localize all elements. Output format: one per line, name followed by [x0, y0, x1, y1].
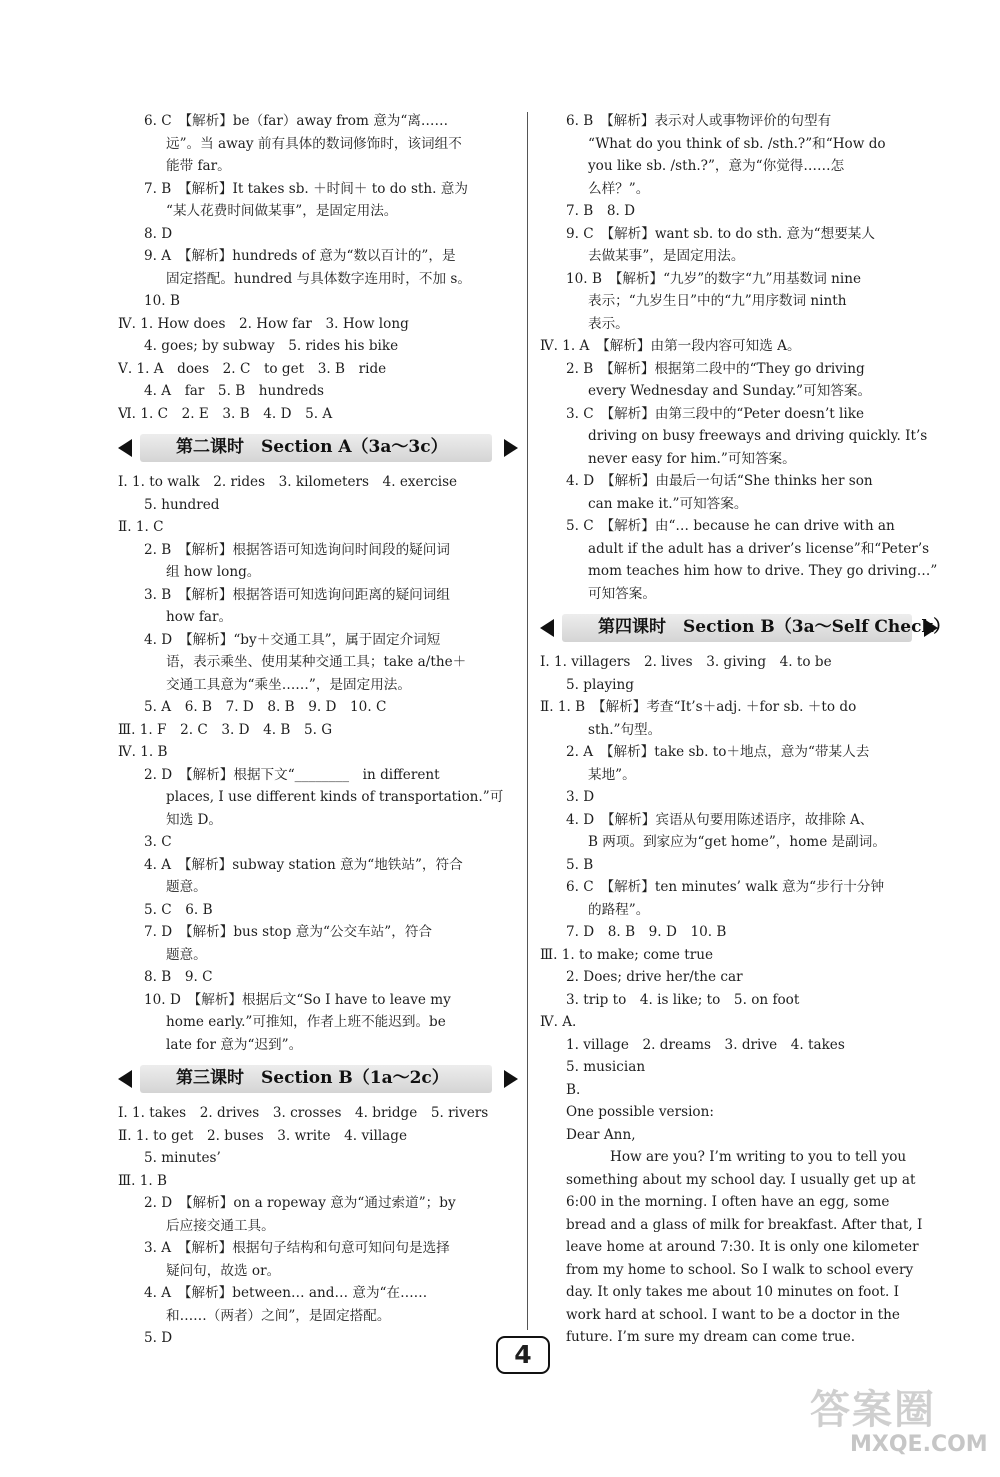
watermark-url: MXQE.COM: [850, 1432, 988, 1457]
answer-line: 5. C 6. B: [144, 901, 213, 918]
answer-line: Ⅳ. 1. A 【解析】由第一段内容可知选 A。: [540, 338, 801, 354]
answer-line: 组 how long。: [166, 564, 261, 580]
answer-line: 4. A 【解析】subway station 意为“地铁站”，符合: [144, 856, 463, 873]
triangle-left-icon: [118, 1070, 132, 1088]
answer-line: 语，表示乘坐、使用某种交通工具；take a/the＋: [166, 654, 467, 670]
answer-line: 5. minutes’: [144, 1150, 221, 1166]
answer-line: home early.”可推知，作者上班不能迟到。be: [166, 1014, 446, 1030]
answer-line: 5. A 6. B 7. D 8. B 9. D 10. C: [144, 699, 387, 715]
answer-line: 2. Does; drive her/the car: [566, 969, 743, 985]
section-title: 第三课时 Section B（1a～2c）: [176, 1068, 449, 1088]
section-banner: [118, 431, 518, 465]
answer-line: mom teaches him how to drive. They go driving…”: [588, 563, 938, 579]
column-divider: [527, 112, 528, 1330]
answer-line: 4. A far 5. B hundreds: [144, 383, 324, 399]
answer-line: 能带 far。: [166, 158, 231, 174]
answer-line: Ⅲ. 1. to make; come true: [540, 946, 714, 963]
answer-line: 疑问句，故选 or。: [166, 1262, 281, 1279]
answer-line: 5. B: [566, 856, 594, 873]
answer-line: never easy for him.”可知答案。: [588, 450, 796, 467]
answer-line: 么样？”。: [588, 180, 650, 197]
answer-line: 4. A 【解析】between… and… 意为“在……: [144, 1285, 428, 1301]
answer-line: 5. C 【解析】由“… because he can drive with an: [566, 518, 895, 534]
answer-line: 6:00 in the morning. I often have an egg, some: [566, 1194, 890, 1210]
answer-line: every Wednesday and Sunday.”可知答案。: [588, 383, 872, 399]
answer-line: 固定搭配。hundred 与具体数字连用时，不加 s。: [166, 270, 471, 287]
answer-line: day. It only takes me about 10 minutes on foot. I: [566, 1284, 899, 1300]
answer-line: 7. D 【解析】bus stop 意为“公交车站”，符合: [144, 924, 433, 940]
section-title: 第四课时 Section B（3a～Self Check）: [598, 617, 951, 637]
triangle-left-icon: [118, 439, 132, 457]
answer-line: Ⅱ. 1. to get 2. buses 3. write 4. village: [118, 1127, 408, 1144]
right-column: [540, 110, 951, 1349]
answer-line: 10. B: [144, 293, 180, 309]
answer-line: 4. D 【解析】由最后一句话“She thinks her son: [566, 473, 873, 489]
answer-line: 3. C 【解析】由第三段中的“Peter doesn’t like: [566, 405, 865, 422]
answer-line: 3. C: [144, 834, 172, 850]
answer-line: 2. D 【解析】根据下文“________ in different: [144, 766, 440, 783]
section-banner: [540, 611, 951, 645]
answer-line: “某人花费时间做某事”，是固定用法。: [166, 203, 398, 219]
answer-line: you like sb. /sth.?”，意为“你觉得……怎: [588, 158, 845, 174]
answer-line: B.: [566, 1081, 581, 1098]
answer-line: B 两项。到家应为“get home”，home 是副词。: [588, 834, 886, 850]
answer-line: adult if the adult has a driver’s license”和“Peter’s: [588, 540, 930, 557]
answer-line: 5. playing: [566, 676, 634, 693]
answer-line: 10. D 【解析】根据后文“So I have to leave my: [144, 991, 451, 1008]
answer-line: 3. D: [566, 789, 595, 805]
answer-line: Ⅲ. 1. B: [118, 1172, 168, 1189]
answer-line: how far。: [166, 609, 233, 625]
answer-line: 6. C 【解析】ten minutes’ walk 意为“步行十分钟: [566, 879, 885, 895]
answer-line: Ⅲ. 1. F 2. C 3. D 4. B 5. G: [118, 721, 333, 738]
answer-line: places, I use different kinds of transportation.”可: [166, 789, 504, 805]
answer-line: 1. village 2. dreams 3. drive 4. takes: [566, 1036, 845, 1053]
answer-line: 5. D: [144, 1330, 173, 1346]
answer-line: 10. B 【解析】“九岁”的数字“九”用基数词 nine: [566, 270, 862, 287]
answer-line: 3. B 【解析】根据答语可知选询问距离的疑问词组: [144, 586, 450, 603]
answer-line: 3. trip to 4. is like; to 5. on foot: [566, 991, 800, 1008]
answer-line: 远”。当 away 前有具体的数词修饰时，该词组不: [166, 135, 462, 152]
answer-line: 6. C 【解析】be（far）away from 意为“离……: [144, 113, 449, 129]
answer-line: Ⅰ. 1. villagers 2. lives 3. giving 4. to be: [540, 654, 832, 670]
answer-line: leave home at around 7:30. It is only one kilometer: [566, 1239, 919, 1255]
answer-line: 可知答案。: [588, 585, 656, 602]
answer-line: 的路程”。: [588, 901, 650, 918]
answer-line: bread and a glass of milk for breakfast. After that, I: [566, 1216, 923, 1233]
answer-line: 9. A 【解析】hundreds of 意为“数以百计的”，是: [144, 248, 456, 264]
answer-line: Ⅰ. 1. takes 2. drives 3. crosses 4. bridge 5. rivers: [118, 1105, 489, 1121]
page-number: 4: [496, 1336, 550, 1374]
answer-line: One possible version:: [566, 1104, 714, 1120]
answer-line: 8. D: [144, 225, 173, 242]
answer-line: 2. B 【解析】根据答语可知选询问时间段的疑问词: [144, 541, 450, 558]
answer-line: work hard at school. I want to be a doctor in the: [566, 1306, 900, 1323]
answer-line: Ⅳ. 1. How does 2. How far 3. How long: [118, 315, 409, 332]
answer-line: 去做某事”，是固定用法。: [588, 248, 745, 264]
answer-line: Ⅳ. 1. B: [118, 744, 168, 760]
answer-line: can make it.”可知答案。: [588, 495, 748, 512]
answer-line: Ⅱ. 1. B 【解析】考查“It’s＋adj. ＋for sb. ＋to do: [540, 699, 857, 715]
left-column: [118, 110, 518, 1350]
answer-line: Dear Ann,: [566, 1126, 636, 1143]
answer-line: 2. A 【解析】take sb. to＋地点，意为“带某人去: [566, 744, 870, 760]
section-title: 第二课时 Section A（3a～3c）: [176, 437, 448, 457]
answer-line: How are you? I’m writing to you to tell you: [610, 1149, 907, 1165]
answer-line: sth.”句型。: [588, 721, 662, 738]
answer-line: 4. goes; by subway 5. rides his bike: [144, 338, 399, 354]
answer-line: 4. D 【解析】“by＋交通工具”，属于固定介词短: [144, 631, 441, 648]
answer-line: future. I’m sure my dream can come true.: [566, 1329, 856, 1345]
answer-line: 交通工具意为“乘坐……”，是固定用法。: [166, 676, 411, 693]
triangle-left-icon: [540, 619, 554, 637]
watermark-logo: 答案圈: [810, 1387, 936, 1433]
answer-line: 知选 D。: [166, 811, 223, 828]
answer-line: 2. B 【解析】根据第二段中的“They go driving: [566, 360, 865, 377]
answer-line: 8. B 9. C: [144, 969, 213, 985]
answer-line: 6. B 【解析】表示对人或事物评价的句型有: [566, 113, 832, 129]
answer-line: 7. B 【解析】It takes sb. ＋时间＋ to do sth. 意为: [144, 180, 468, 197]
answer-line: 7. D 8. B 9. D 10. B: [566, 924, 727, 940]
answer-line: late for 意为“迟到”。: [166, 1036, 303, 1053]
answer-line: 后应接交通工具。: [166, 1217, 275, 1234]
answer-line: 题意。: [166, 879, 207, 895]
answer-line: 某地”。: [588, 766, 636, 783]
answer-line: driving on busy freeways and driving quickly. It’s: [588, 428, 928, 444]
answer-line: 5. hundred: [144, 496, 220, 513]
triangle-right-icon: [504, 439, 518, 457]
answer-line: Ⅱ. 1. C: [118, 519, 164, 535]
answer-line: 表示。: [588, 315, 629, 332]
answer-line: “What do you think of sb. /sth.?”和“How do: [588, 135, 886, 152]
section-banner: [118, 1062, 518, 1096]
answer-line: 5. musician: [566, 1059, 646, 1075]
answer-line: Ⅴ. 1. A does 2. C to get 3. B ride: [118, 360, 387, 377]
answer-line: from my home to school. So I walk to school every: [566, 1261, 914, 1278]
answer-line: 4. D 【解析】宾语从句要用陈述语序，故排除 A、: [566, 811, 874, 828]
answer-line: 和……（两者）之间”，是固定搭配。: [166, 1307, 391, 1324]
answer-line: 9. C 【解析】want sb. to do sth. 意为“想要某人: [566, 225, 875, 242]
triangle-right-icon: [504, 1070, 518, 1088]
answer-line: 表示；“九岁生日”中的“九”用序数词 ninth: [588, 293, 847, 309]
answer-line: 题意。: [166, 946, 207, 963]
answer-line: 2. D 【解析】on a ropeway 意为“通过索道”；by: [144, 1195, 456, 1211]
answer-line: Ⅰ. 1. to walk 2. rides 3. kilometers 4. exercise: [118, 474, 458, 490]
answer-line: 7. B 8. D: [566, 203, 636, 219]
answer-line: Ⅵ. 1. C 2. E 3. B 4. D 5. A: [118, 405, 333, 422]
watermark: [810, 1378, 988, 1470]
answer-line: something about my school day. I usually get up at: [566, 1171, 916, 1188]
answer-line: Ⅳ. A.: [540, 1014, 577, 1030]
answer-line: 3. A 【解析】根据句子结构和句意可知问句是选择: [144, 1240, 450, 1256]
